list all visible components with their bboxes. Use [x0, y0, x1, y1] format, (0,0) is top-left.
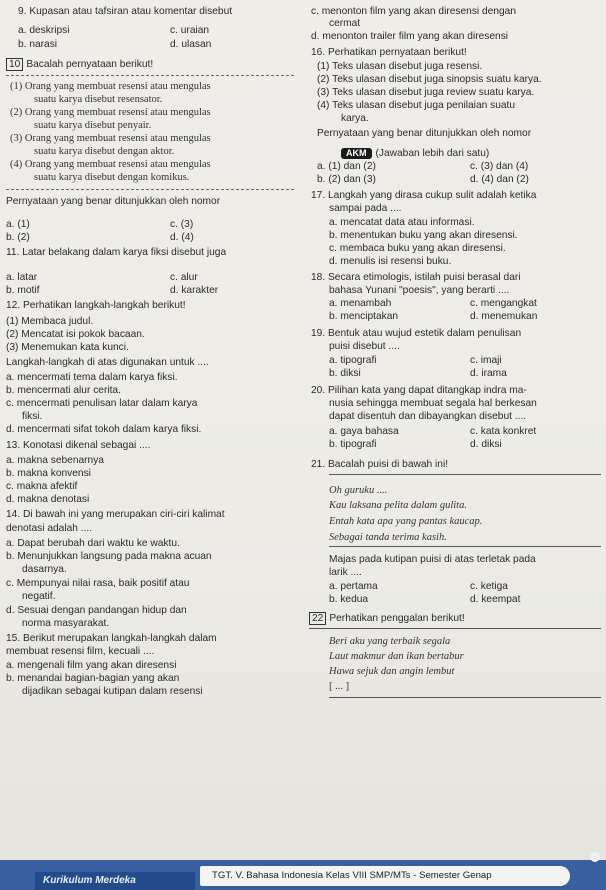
q21-poem-line: Oh guruku ....	[329, 485, 388, 496]
divider	[309, 628, 601, 629]
q10-question: Bacalah pernyataan berikut!	[26, 59, 154, 70]
divider	[329, 697, 601, 698]
q12-step: (2) Mencatat isi pokok bacaan.	[6, 329, 145, 340]
q21-poem-line: Sebagai tanda terima kasih.	[329, 532, 447, 543]
q17-option: c. membaca buku yang akan diresensi.	[329, 243, 506, 254]
q16-statement: karya.	[341, 113, 369, 124]
q18-option-a: a. menambah	[329, 298, 392, 309]
q9-option-c-text: c. menonton film yang akan diresensi dengan	[311, 6, 517, 17]
q12-option: d. mencermati sifat tokoh dalam karya fiksi.	[6, 424, 202, 435]
q16-statement: (2) Teks ulasan disebut juga sinopsis suatu karya.	[317, 74, 542, 85]
q22-question: Perhatikan penggalan berikut!	[329, 613, 465, 624]
q12-option: b. mencermati alur cerita.	[6, 385, 121, 396]
q10-statement: suatu karya disebut dengan aktor.	[34, 146, 175, 157]
q20-option-c: c. kata konkret	[470, 426, 537, 437]
q12-question: 12. Perhatikan langkah-langkah berikut!	[6, 300, 186, 311]
q11-option-b: b. motif	[6, 285, 40, 296]
q15-question: 15. Berikut merupakan langkah-langkah dalam	[6, 633, 217, 644]
q13-option: d. makna denotasi	[6, 494, 90, 505]
q16-statement: (4) Teks ulasan disebut juga penilaian suatu	[317, 100, 516, 111]
q22-poem-line: Laut makmur dan ikan bertabur	[329, 651, 464, 662]
q14-option: d. Sesuai dengan pandangan hidup dan	[6, 605, 187, 616]
q10-statement: suatu karya disebut penyair.	[34, 120, 152, 131]
q20-option-b: b. tipografi	[329, 439, 377, 450]
q14-option: a. Dapat berubah dari waktu ke waktu.	[6, 538, 180, 549]
q13-option: a. makna sebenarnya	[6, 455, 104, 466]
q14-question: 14. Di bawah ini yang merupakan ciri-ciri kalimat	[6, 509, 225, 520]
q15-option: dijadikan sebagai kutipan dalam resensi	[22, 686, 203, 697]
q22-heading	[309, 612, 465, 625]
q12-step: (3) Menemukan kata kunci.	[6, 342, 129, 353]
q11-option-a: a. latar	[6, 272, 38, 283]
divider	[6, 189, 294, 190]
q12-option: a. mencermati tema dalam karya fiksi.	[6, 372, 178, 383]
q20-question: dapat disentuh dan dibayangkan disebut ....	[329, 411, 527, 422]
q16-akm-row	[341, 148, 489, 160]
q14-option: negatif.	[22, 591, 56, 602]
q17-question: 17. Langkah yang dirasa cukup sulit adalah ketika	[311, 190, 537, 201]
page-corner-dot	[590, 852, 600, 862]
q20-question: 20. Pilihan kata yang dapat ditangkap indra ma-	[311, 385, 527, 396]
q10-heading	[6, 58, 153, 71]
q21-option-a: a. pertama	[329, 581, 378, 592]
q9-option-d-text: d. menonton trailer film yang akan diresensi	[311, 31, 509, 42]
q19-option-d: d. irama	[470, 368, 507, 379]
q15-option: b. menandai bagian-bagian yang akan	[6, 673, 180, 684]
q12-prompt: Langkah-langkah di atas digunakan untuk ....	[6, 357, 209, 368]
divider	[6, 75, 294, 76]
q16-statement: (3) Teks ulasan disebut juga review suatu karya.	[317, 87, 535, 98]
q9-question: 9. Kupasan atau tafsiran atau komentar disebut	[18, 6, 233, 17]
q11-option-d: d. karakter	[170, 285, 219, 296]
q21-question: 21. Bacalah puisi di bawah ini!	[311, 459, 449, 470]
q16-question: 16. Perhatikan pernyataan berikut!	[311, 47, 467, 58]
q16-option-b: b. (2) dan (3)	[317, 174, 376, 185]
akm-note: (Jawaban lebih dari satu)	[375, 148, 490, 159]
q12-option: fiksi.	[22, 411, 43, 422]
q21-option-c: c. ketiga	[470, 581, 508, 592]
left-column	[0, 0, 302, 860]
q19-option-c: c. imaji	[470, 355, 502, 366]
divider	[329, 474, 601, 475]
q18-question: 18. Secara etimologis, istilah puisi berasal dari	[311, 272, 521, 283]
q10-statement: suatu karya disebut dengan komikus.	[34, 172, 190, 183]
q10-statement: (4) Orang yang membuat resensi atau mengulas	[10, 159, 211, 170]
q14-option: c. Mempunyai nilai rasa, baik positif atau	[6, 578, 190, 589]
q19-question: 19. Bentuk atau wujud estetik dalam penulisan	[311, 328, 522, 339]
q18-question: bahasa Yunani "poesis", yang berarti ....	[329, 285, 510, 296]
q20-question: nusia sehingga membuat segala hal berkesan	[329, 398, 537, 409]
q22-number: 22	[309, 612, 326, 625]
q12-option: c. mencermati penulisan latar dalam karya	[6, 398, 198, 409]
q14-option: norma masyarakat.	[22, 618, 110, 629]
q22-poem-line: Beri aku yang terbaik segala	[329, 636, 451, 647]
q16-prompt: Pernyataan yang benar ditunjukkan oleh nomor	[317, 128, 532, 139]
q14-question: denotasi adalah ....	[6, 523, 93, 534]
q10-option-b: b. (2)	[6, 232, 30, 243]
q9-option-b: b. narasi	[18, 39, 58, 50]
q10-statement: (3) Orang yang membuat resensi atau mengulas	[10, 133, 211, 144]
q21-poem-line: Entah kata apa yang pantas kaucap.	[329, 516, 483, 527]
q10-prompt: Pernyataan yang benar ditunjukkan oleh nomor	[6, 196, 221, 207]
q13-question: 13. Konotasi dikenal sebagai ....	[6, 440, 151, 451]
q15-question: membuat resensi film, kecuali ....	[6, 646, 155, 657]
q21-prompt: larik ....	[329, 567, 362, 578]
right-column	[305, 0, 606, 860]
q19-question: puisi disebut ....	[329, 341, 400, 352]
footer-title: TGT. V. Bahasa Indonesia Kelas VIII SMP/MTs - Semester Genap	[200, 866, 570, 886]
q16-option-a: a. (1) dan (2)	[317, 161, 376, 172]
q16-option-d: d. (4) dan (2)	[470, 174, 529, 185]
q11-question: 11. Latar belakang dalam karya fiksi disebut juga	[6, 247, 227, 258]
q17-question: sampai pada ....	[329, 203, 402, 214]
q14-option: dasarnya.	[22, 564, 67, 575]
q10-option-a: a. (1)	[6, 219, 30, 230]
q19-option-b: b. diksi	[329, 368, 361, 379]
q10-statement: (1) Orang yang membuat resensi atau mengulas	[10, 81, 211, 92]
q10-statement: (2) Orang yang membuat resensi atau mengulas	[10, 107, 211, 118]
q18-option-d: d. menemukan	[470, 311, 538, 322]
q15-option: a. mengenali film yang akan diresensi	[6, 660, 177, 671]
q16-statement: (1) Teks ulasan disebut juga resensi.	[317, 61, 483, 72]
q19-option-a: a. tipografi	[329, 355, 377, 366]
q13-option: b. makna konvensi	[6, 468, 91, 479]
q21-poem-line: Kau laksana pelita dalam gulita.	[329, 500, 467, 511]
q9-option-c: c. uraian	[170, 25, 210, 36]
q13-option: c. makna afektif	[6, 481, 78, 492]
q20-option-d: d. diksi	[470, 439, 502, 450]
q22-poem-line: Hawa sejuk dan angin lembut	[329, 666, 455, 677]
q14-option: b. Menunjukkan langsung pada makna acuan	[6, 551, 212, 562]
q22-poem-line: [ ... ]	[329, 681, 350, 692]
q10-option-d: d. (4)	[170, 232, 194, 243]
q18-option-c: c. mengangkat	[470, 298, 537, 309]
divider	[329, 546, 601, 547]
q16-option-c: c. (3) dan (4)	[470, 161, 529, 172]
q10-option-c: c. (3)	[170, 219, 194, 230]
q10-statement: suatu karya disebut resensator.	[34, 94, 163, 105]
q9-option-c-text: cermat	[329, 18, 361, 29]
q12-step: (1) Membaca judul.	[6, 316, 94, 327]
q17-option: a. mencatat data atau informasi.	[329, 217, 475, 228]
q9-option-a: a. deskripsi	[18, 25, 70, 36]
akm-badge: AKM	[341, 148, 372, 159]
q18-option-b: b. menciptakan	[329, 311, 399, 322]
q21-prompt: Majas pada kutipan puisi di atas terletak pada	[329, 554, 536, 565]
q20-option-a: a. gaya bahasa	[329, 426, 399, 437]
q9-option-d: d. ulasan	[170, 39, 212, 50]
kurikulum-merdeka-logo: Kurikulum Merdeka	[35, 872, 195, 890]
q17-option: d. menulis isi resensi buku.	[329, 256, 452, 267]
q11-option-c: c. alur	[170, 272, 198, 283]
q21-option-b: b. kedua	[329, 594, 369, 605]
q10-number: 10	[6, 58, 23, 71]
q17-option: b. menentukan buku yang akan diresensi.	[329, 230, 518, 241]
q21-option-d: d. keempat	[470, 594, 521, 605]
